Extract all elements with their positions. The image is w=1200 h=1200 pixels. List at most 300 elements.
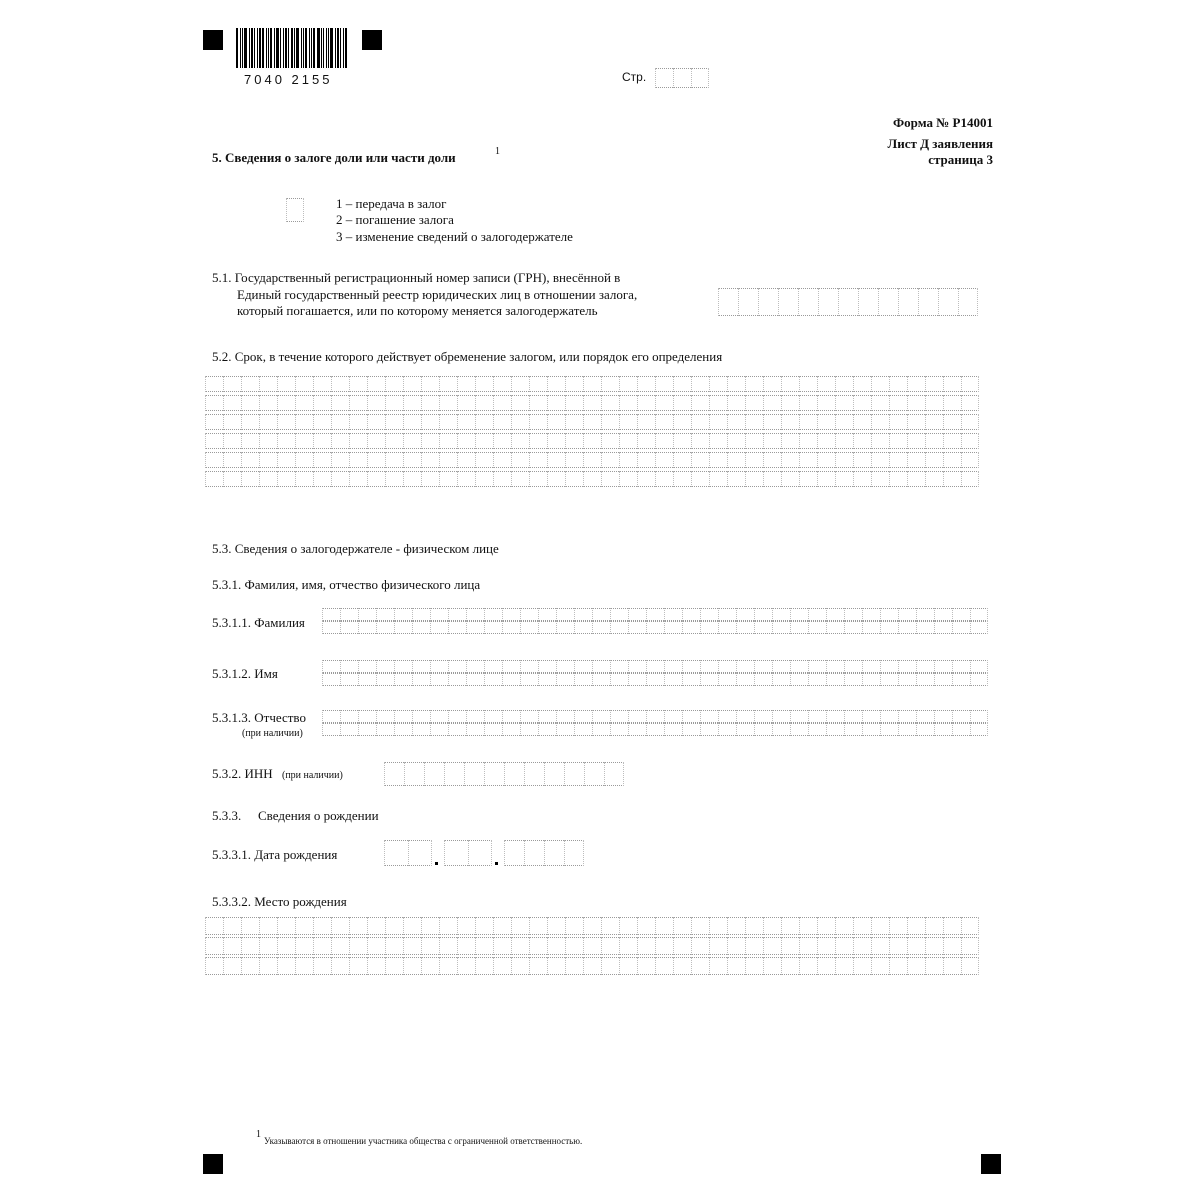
input-cell[interactable] (520, 608, 538, 621)
input-cell[interactable] (385, 471, 403, 487)
input-cell[interactable] (718, 710, 736, 723)
input-cell[interactable] (871, 957, 889, 975)
input-cell[interactable] (871, 937, 889, 955)
input-cell[interactable] (601, 414, 619, 430)
input-cell[interactable] (862, 660, 880, 673)
input-cell[interactable] (466, 621, 484, 634)
input-cell[interactable] (538, 608, 556, 621)
input-cell[interactable] (430, 608, 448, 621)
input-cell[interactable] (790, 723, 808, 736)
pledge-type-field[interactable] (286, 198, 304, 222)
input-cell[interactable] (592, 608, 610, 621)
input-cell[interactable] (943, 957, 961, 975)
input-cell[interactable] (574, 673, 592, 686)
input-cell[interactable] (475, 376, 493, 392)
input-cell[interactable] (862, 673, 880, 686)
input-cell[interactable] (682, 660, 700, 673)
input-cell[interactable] (646, 621, 664, 634)
input-cell[interactable] (727, 471, 745, 487)
input-cell[interactable] (619, 471, 637, 487)
input-cell[interactable] (376, 608, 394, 621)
input-cell[interactable] (817, 452, 835, 468)
input-cell[interactable] (853, 452, 871, 468)
input-cell[interactable] (295, 917, 313, 935)
input-cell[interactable] (464, 762, 484, 786)
input-cell[interactable] (584, 762, 604, 786)
input-cell[interactable] (682, 673, 700, 686)
input-cell[interactable] (412, 710, 430, 723)
input-cell[interactable] (358, 673, 376, 686)
input-cell[interactable] (313, 917, 331, 935)
input-cell[interactable] (835, 957, 853, 975)
input-cell[interactable] (871, 414, 889, 430)
grn-field[interactable] (718, 288, 978, 316)
input-cell[interactable] (898, 660, 916, 673)
input-cell[interactable] (943, 917, 961, 935)
input-cell[interactable] (502, 710, 520, 723)
input-cell[interactable] (322, 723, 340, 736)
input-cell[interactable] (925, 433, 943, 449)
input-cell[interactable] (727, 937, 745, 955)
input-cell[interactable] (610, 673, 628, 686)
input-cell[interactable] (709, 471, 727, 487)
input-cell[interactable] (664, 710, 682, 723)
input-cell[interactable] (331, 917, 349, 935)
input-cell[interactable] (628, 723, 646, 736)
input-cell[interactable] (709, 957, 727, 975)
input-cell[interactable] (565, 414, 583, 430)
input-cell[interactable] (637, 376, 655, 392)
input-cell[interactable] (889, 414, 907, 430)
input-cell[interactable] (457, 471, 475, 487)
input-cell[interactable] (799, 917, 817, 935)
input-cell[interactable] (970, 608, 988, 621)
input-cell[interactable] (862, 723, 880, 736)
input-cell[interactable] (277, 452, 295, 468)
input-cell[interactable] (241, 937, 259, 955)
input-cell[interactable] (610, 710, 628, 723)
input-cell[interactable] (322, 673, 340, 686)
input-cell[interactable] (862, 608, 880, 621)
input-cell[interactable] (916, 621, 934, 634)
input-cell[interactable] (277, 395, 295, 411)
input-cell[interactable] (547, 471, 565, 487)
input-cell[interactable] (384, 840, 408, 866)
input-cell[interactable] (385, 376, 403, 392)
input-cell[interactable] (556, 621, 574, 634)
input-cell[interactable] (709, 376, 727, 392)
input-cell[interactable] (673, 414, 691, 430)
input-cell[interactable] (349, 452, 367, 468)
input-cell[interactable] (907, 917, 925, 935)
input-cell[interactable] (601, 471, 619, 487)
input-cell[interactable] (592, 710, 610, 723)
input-cell[interactable] (241, 452, 259, 468)
input-cell[interactable] (619, 395, 637, 411)
input-cell[interactable] (444, 762, 464, 786)
input-cell[interactable] (853, 471, 871, 487)
input-cell[interactable] (564, 762, 584, 786)
input-cell[interactable] (655, 395, 673, 411)
surname-field[interactable] (322, 608, 988, 634)
input-cell[interactable] (601, 937, 619, 955)
input-cell[interactable] (448, 723, 466, 736)
input-cell[interactable] (889, 957, 907, 975)
input-cell[interactable] (835, 917, 853, 935)
input-cell[interactable] (664, 621, 682, 634)
input-cell[interactable] (961, 452, 979, 468)
input-cell[interactable] (475, 937, 493, 955)
input-cell[interactable] (421, 957, 439, 975)
input-cell[interactable] (727, 376, 745, 392)
input-cell[interactable] (295, 471, 313, 487)
input-cell[interactable] (736, 710, 754, 723)
input-cell[interactable] (502, 723, 520, 736)
input-cell[interactable] (340, 608, 358, 621)
input-cell[interactable] (970, 673, 988, 686)
input-cell[interactable] (430, 710, 448, 723)
input-cell[interactable] (322, 621, 340, 634)
input-cell[interactable] (358, 660, 376, 673)
input-cell[interactable] (916, 660, 934, 673)
input-cell[interactable] (700, 660, 718, 673)
input-cell[interactable] (457, 957, 475, 975)
input-cell[interactable] (943, 452, 961, 468)
input-cell[interactable] (709, 917, 727, 935)
input-cell[interactable] (934, 621, 952, 634)
input-cell[interactable] (529, 937, 547, 955)
input-cell[interactable] (817, 471, 835, 487)
input-cell[interactable] (878, 288, 898, 316)
birth-place-field[interactable] (205, 917, 979, 977)
input-cell[interactable] (439, 471, 457, 487)
input-cell[interactable] (475, 433, 493, 449)
input-cell[interactable] (547, 452, 565, 468)
input-cell[interactable] (925, 917, 943, 935)
input-cell[interactable] (511, 937, 529, 955)
input-cell[interactable] (295, 395, 313, 411)
input-cell[interactable] (709, 433, 727, 449)
input-cell[interactable] (961, 433, 979, 449)
input-cell[interactable] (493, 433, 511, 449)
input-cell[interactable] (889, 395, 907, 411)
input-cell[interactable] (403, 376, 421, 392)
input-cell[interactable] (376, 660, 394, 673)
input-cell[interactable] (709, 452, 727, 468)
input-cell[interactable] (358, 621, 376, 634)
input-cell[interactable] (727, 917, 745, 935)
input-cell[interactable] (556, 723, 574, 736)
input-cell[interactable] (331, 433, 349, 449)
input-cell[interactable] (925, 414, 943, 430)
input-cell[interactable] (502, 621, 520, 634)
input-cell[interactable] (907, 452, 925, 468)
input-cell[interactable] (421, 395, 439, 411)
input-cell[interactable] (745, 937, 763, 955)
input-cell[interactable] (799, 471, 817, 487)
input-cell[interactable] (241, 376, 259, 392)
input-cell[interactable] (394, 710, 412, 723)
input-cell[interactable] (475, 957, 493, 975)
input-cell[interactable] (691, 452, 709, 468)
input-cell[interactable] (826, 723, 844, 736)
input-cell[interactable] (547, 414, 565, 430)
input-cell[interactable] (565, 471, 583, 487)
input-cell[interactable] (457, 937, 475, 955)
input-cell[interactable] (646, 723, 664, 736)
input-cell[interactable] (493, 395, 511, 411)
input-cell[interactable] (421, 471, 439, 487)
input-cell[interactable] (871, 452, 889, 468)
input-cell[interactable] (466, 723, 484, 736)
input-cell[interactable] (916, 710, 934, 723)
input-cell[interactable] (277, 433, 295, 449)
input-cell[interactable] (493, 917, 511, 935)
input-cell[interactable] (943, 395, 961, 411)
input-cell[interactable] (340, 710, 358, 723)
input-cell[interactable] (772, 723, 790, 736)
input-cell[interactable] (844, 660, 862, 673)
input-cell[interactable] (880, 673, 898, 686)
input-cell[interactable] (457, 452, 475, 468)
input-cell[interactable] (637, 452, 655, 468)
input-cell[interactable] (916, 673, 934, 686)
input-cell[interactable] (907, 414, 925, 430)
input-cell[interactable] (430, 660, 448, 673)
input-cell[interactable] (547, 917, 565, 935)
input-cell[interactable] (754, 710, 772, 723)
input-cell[interactable] (412, 621, 430, 634)
input-cell[interactable] (484, 762, 504, 786)
input-cell[interactable] (475, 452, 493, 468)
input-cell[interactable] (943, 414, 961, 430)
input-cell[interactable] (430, 723, 448, 736)
input-cell[interactable] (970, 710, 988, 723)
input-cell[interactable] (468, 840, 492, 866)
input-cell[interactable] (524, 762, 544, 786)
input-cell[interactable] (241, 917, 259, 935)
input-cell[interactable] (907, 376, 925, 392)
input-cell[interactable] (691, 917, 709, 935)
input-cell[interactable] (259, 433, 277, 449)
input-cell[interactable] (844, 723, 862, 736)
input-cell[interactable] (736, 621, 754, 634)
input-cell[interactable] (738, 288, 758, 316)
input-cell[interactable] (925, 471, 943, 487)
input-cell[interactable] (781, 452, 799, 468)
input-cell[interactable] (223, 452, 241, 468)
input-cell[interactable] (763, 917, 781, 935)
input-cell[interactable] (529, 452, 547, 468)
input-cell[interactable] (556, 608, 574, 621)
input-cell[interactable] (403, 414, 421, 430)
input-cell[interactable] (205, 917, 223, 935)
input-cell[interactable] (511, 957, 529, 975)
input-cell[interactable] (205, 471, 223, 487)
input-cell[interactable] (835, 937, 853, 955)
input-cell[interactable] (403, 917, 421, 935)
input-cell[interactable] (367, 957, 385, 975)
input-cell[interactable] (754, 621, 772, 634)
input-cell[interactable] (781, 937, 799, 955)
input-cell[interactable] (331, 957, 349, 975)
input-cell[interactable] (493, 376, 511, 392)
input-cell[interactable] (367, 376, 385, 392)
input-cell[interactable] (544, 762, 564, 786)
input-cell[interactable] (655, 433, 673, 449)
input-cell[interactable] (394, 660, 412, 673)
input-cell[interactable] (925, 937, 943, 955)
input-cell[interactable] (637, 937, 655, 955)
input-cell[interactable] (565, 395, 583, 411)
input-cell[interactable] (340, 673, 358, 686)
input-cell[interactable] (313, 433, 331, 449)
input-cell[interactable] (619, 917, 637, 935)
input-cell[interactable] (223, 937, 241, 955)
input-cell[interactable] (385, 957, 403, 975)
input-cell[interactable] (853, 395, 871, 411)
input-cell[interactable] (421, 376, 439, 392)
input-cell[interactable] (907, 471, 925, 487)
input-cell[interactable] (394, 608, 412, 621)
input-cell[interactable] (538, 723, 556, 736)
input-cell[interactable] (772, 673, 790, 686)
input-cell[interactable] (205, 414, 223, 430)
input-cell[interactable] (223, 414, 241, 430)
input-cell[interactable] (898, 288, 918, 316)
input-cell[interactable] (790, 660, 808, 673)
input-cell[interactable] (818, 288, 838, 316)
input-cell[interactable] (448, 660, 466, 673)
input-cell[interactable] (376, 710, 394, 723)
input-cell[interactable] (404, 762, 424, 786)
input-cell[interactable] (205, 376, 223, 392)
input-cell[interactable] (313, 376, 331, 392)
input-cell[interactable] (565, 957, 583, 975)
input-cell[interactable] (871, 395, 889, 411)
input-cell[interactable] (384, 762, 404, 786)
input-cell[interactable] (241, 471, 259, 487)
input-cell[interactable] (817, 957, 835, 975)
input-cell[interactable] (367, 471, 385, 487)
input-cell[interactable] (565, 433, 583, 449)
input-cell[interactable] (871, 433, 889, 449)
input-cell[interactable] (898, 608, 916, 621)
input-cell[interactable] (907, 937, 925, 955)
input-cell[interactable] (745, 414, 763, 430)
input-cell[interactable] (286, 198, 304, 222)
input-cell[interactable] (313, 414, 331, 430)
input-cell[interactable] (655, 917, 673, 935)
input-cell[interactable] (223, 433, 241, 449)
input-cell[interactable] (835, 376, 853, 392)
input-cell[interactable] (763, 471, 781, 487)
input-cell[interactable] (448, 673, 466, 686)
input-cell[interactable] (918, 288, 938, 316)
input-cell[interactable] (637, 395, 655, 411)
input-cell[interactable] (457, 917, 475, 935)
input-cell[interactable] (524, 840, 544, 866)
input-cell[interactable] (574, 710, 592, 723)
input-cell[interactable] (205, 937, 223, 955)
input-cell[interactable] (781, 433, 799, 449)
input-cell[interactable] (673, 395, 691, 411)
input-cell[interactable] (520, 723, 538, 736)
input-cell[interactable] (799, 376, 817, 392)
input-cell[interactable] (610, 608, 628, 621)
input-cell[interactable] (958, 288, 978, 316)
input-cell[interactable] (664, 723, 682, 736)
input-cell[interactable] (790, 710, 808, 723)
input-cell[interactable] (889, 376, 907, 392)
input-cell[interactable] (664, 673, 682, 686)
input-cell[interactable] (646, 710, 664, 723)
input-cell[interactable] (858, 288, 878, 316)
input-cell[interactable] (466, 673, 484, 686)
input-cell[interactable] (817, 395, 835, 411)
input-cell[interactable] (925, 376, 943, 392)
input-cell[interactable] (475, 414, 493, 430)
input-cell[interactable] (367, 937, 385, 955)
input-cell[interactable] (790, 621, 808, 634)
input-cell[interactable] (538, 621, 556, 634)
input-cell[interactable] (322, 608, 340, 621)
input-cell[interactable] (376, 673, 394, 686)
input-cell[interactable] (610, 723, 628, 736)
input-cell[interactable] (295, 452, 313, 468)
input-cell[interactable] (475, 917, 493, 935)
input-cell[interactable] (367, 395, 385, 411)
input-cell[interactable] (574, 660, 592, 673)
input-cell[interactable] (763, 433, 781, 449)
input-cell[interactable] (529, 433, 547, 449)
input-cell[interactable] (538, 660, 556, 673)
input-cell[interactable] (619, 937, 637, 955)
input-cell[interactable] (718, 608, 736, 621)
input-cell[interactable] (619, 957, 637, 975)
input-cell[interactable] (564, 840, 584, 866)
input-cell[interactable] (349, 917, 367, 935)
input-cell[interactable] (778, 288, 798, 316)
input-cell[interactable] (916, 608, 934, 621)
input-cell[interactable] (808, 710, 826, 723)
input-cell[interactable] (592, 660, 610, 673)
input-cell[interactable] (808, 608, 826, 621)
input-cell[interactable] (952, 621, 970, 634)
input-cell[interactable] (961, 414, 979, 430)
input-cell[interactable] (511, 917, 529, 935)
input-cell[interactable] (898, 723, 916, 736)
input-cell[interactable] (331, 395, 349, 411)
input-cell[interactable] (691, 395, 709, 411)
input-cell[interactable] (763, 957, 781, 975)
input-cell[interactable] (241, 433, 259, 449)
input-cell[interactable] (313, 471, 331, 487)
input-cell[interactable] (628, 608, 646, 621)
input-cell[interactable] (313, 395, 331, 411)
input-cell[interactable] (295, 433, 313, 449)
input-cell[interactable] (295, 376, 313, 392)
input-cell[interactable] (700, 710, 718, 723)
input-cell[interactable] (277, 471, 295, 487)
input-cell[interactable] (511, 414, 529, 430)
input-cell[interactable] (862, 710, 880, 723)
input-cell[interactable] (493, 414, 511, 430)
input-cell[interactable] (943, 376, 961, 392)
input-cell[interactable] (637, 433, 655, 449)
input-cell[interactable] (205, 433, 223, 449)
input-cell[interactable] (844, 673, 862, 686)
